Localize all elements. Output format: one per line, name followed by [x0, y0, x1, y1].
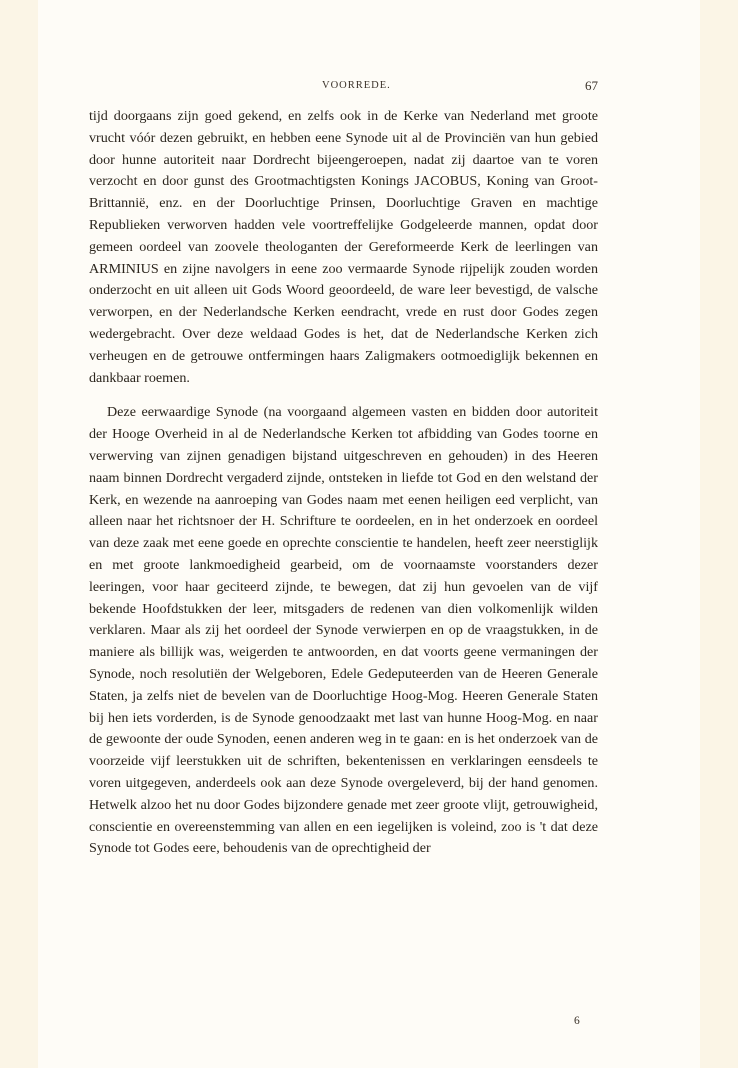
signature-mark: 6	[574, 1015, 580, 1027]
body-text	[89, 106, 598, 860]
running-head: VOORREDE.	[322, 80, 391, 91]
paragraph-2: Deze eerwaardige Synode (na voorgaand algemeen vasten en bidden door autoriteit der Hooge Overheid in al de Nederlandsche Kerken tot afbidding van Godes toorne en verwerving van zijnen genadigen bijstand uitgeschreven en gehouden) in des Heeren naam binnen Dordrecht vergaderd zijnde, ontsteken in liefde tot God en den welstand der Kerk, en wezende na aanroeping van Godes naam met eenen heiligen eed verplicht, van alleen naar het richtsnoer der H. Schrifture te oordeelen, en in het onderzoek en oordeel van deze zaak met eene goede en oprechte conscientie te handelen, heeft zeer neerstiglijk en met groote lankmoedigheid gearbeid, om de voornaamste voorstanders dezer leeringen, voor haar geciteerd zijnde, te bewegen, dat zij hun gevoelen van de vijf bekende Hoofdstukken der leer, mitsgaders de redenen van dien volkomenlijk wilden verklaren. Maar als zij het oordeel der Synode verwierpen en op de vraagstukken, in de maniere als billijk was, weigerden te antwoorden, en dat voorts geene vermaningen der Synode, noch resolutiën der Welgeboren, Edele Gedeputeerden van de Heeren Generale Staten, ja zelfs niet de bevelen van de Doorluchtige Hoog-Mog. Heeren Generale Staten bij hen iets vorderden, is de Synode genoodzaakt met last van hunne Hoog-Mog. en naar de gewoonte der oude Synoden, eenen anderen weg in te gaan: en is het onderzoek van de voorzeide vijf leerstukken uit de schriften, bekentenissen en verklaringen eensdeels te voren uitgegeven, anderdeels ook aan deze Synode overgeleverd, bij der hand genomen. Hetwelk alzoo het nu door Godes bijzondere genade met zeer groote vlijt, getrouwigheid, conscientie en overeenstemming van allen en een iegelijken is voleind, zoo is 't dat deze Synode tot Godes eere, behoudenis van de oprechtigheid der	[89, 404, 598, 857]
page-header	[82, 80, 598, 98]
paragraph-1: tijd doorgaans zijn goed gekend, en zelfs ook in de Kerke van Nederland met groote vrucht vóór dezen gebruikt, en hebben eene Synode uit al de Provinciën van hun gebied door hunne autoriteit naar Dordrecht bijeengeroepen, nadat zij daartoe van te voren verzocht en door gunst des Grootmachtigsten Konings JACOBUS, Koning van Groot-Brittannië, enz. en der Doorluchtige Prinsen, Doorluchtige Graven en machtige Republieken verworven hadden vele voortreffelijke Godgeleerde mannen, opdat door gemeen oordeel van zoovele theologanten der Gereformeerde Kerk de leerlingen van ARMINIUS en zijne navolgers in eene zoo vermaarde Synode rijpelijk zouden worden onderzocht en uit alleen uit Gods Woord geoordeeld, de ware leer bevestigd, de valsche verworpen, en der Nederlandsche Kerken eendracht, vrede en rust door Godes zegen wedergebracht. Over deze weldaad Godes is het, dat de Nederlandsche Kerken zich verheugen en de getrouwe ontfermingen haars Zaligmakers ootmoediglijk bekennen en dankbaar roemen.	[89, 108, 598, 386]
page-number: 67	[585, 78, 598, 93]
